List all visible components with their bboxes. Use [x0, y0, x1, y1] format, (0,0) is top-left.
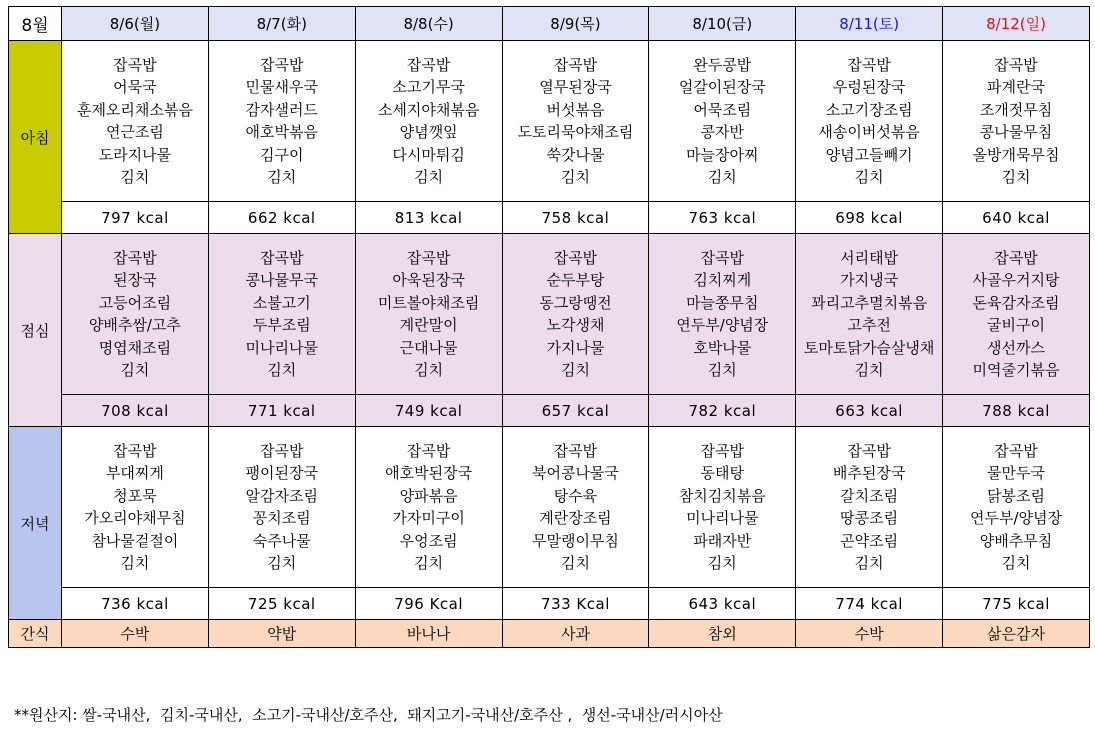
menu-item: 열무된장국 — [539, 78, 612, 96]
menu-item: 갈치조림 — [840, 486, 899, 505]
menu-item: 다시마튀김 — [392, 145, 465, 164]
menu-item: 소고기장조림 — [825, 100, 913, 119]
menu-item: 미역줄기볶음 — [972, 361, 1060, 379]
menu-item: 굴비구이 — [987, 316, 1046, 334]
menu-item: 훈제오리채소볶음 — [76, 100, 193, 119]
lunch-menu-sat — [796, 234, 943, 395]
menu-item: 무말랭이무침 — [531, 531, 619, 550]
menu-item: 동태탕 — [700, 464, 745, 482]
dinner-menu-thu — [502, 427, 649, 588]
menu-item: 민물새우국 — [245, 78, 318, 96]
menu-item: 아욱된장국 — [392, 271, 465, 289]
snack-fri: 참외 — [649, 620, 796, 648]
menu-item: 잡곡밥 — [406, 248, 451, 267]
menu-item: 계란말이 — [399, 316, 458, 334]
lunch-menu-fri — [649, 234, 796, 395]
menu-item: 동그랑땡전 — [539, 293, 612, 312]
breakfast-menu-sat — [796, 41, 943, 202]
dinner-kcal-wed: 796 Kcal — [355, 588, 502, 620]
origin-footnote: **원산지: 쌀-국내산, 김치-국내산, 소고기-국내산/호주산, 돼지고기-국내산/호주산 , 생선-국내산/러시아산 — [14, 706, 723, 724]
dinner-menu-sat — [796, 427, 943, 588]
header-row — [9, 7, 1090, 41]
breakfast-kcal-mon: 797 kcal — [62, 202, 209, 234]
menu-item: 청포묵 — [113, 486, 157, 505]
menu-item: 연두부/양념장 — [970, 509, 1063, 527]
menu-item: 마늘쫑무침 — [686, 293, 759, 312]
menu-item: 곤약조림 — [840, 531, 899, 550]
menu-item: 서리태밥 — [840, 248, 899, 267]
menu-item: 김치 — [560, 168, 590, 186]
menu-item: 꽁치조림 — [252, 509, 311, 527]
breakfast-food-row — [9, 41, 1090, 202]
menu-item: 호박나물 — [693, 338, 752, 357]
snack-row — [9, 620, 1090, 648]
menu-item: 소불고기 — [252, 293, 311, 312]
menu-item: 콩자반 — [700, 123, 745, 141]
menu-item: 김구이 — [260, 145, 304, 164]
menu-item: 김치 — [120, 361, 150, 379]
menu-item: 땅콩조림 — [840, 509, 899, 527]
month-label: 8월 — [9, 7, 62, 41]
lunch-kcal-fri: 782 kcal — [649, 395, 796, 427]
menu-item: 고추전 — [847, 316, 891, 334]
lunch-kcal-sun: 788 kcal — [943, 395, 1090, 427]
lunch-kcal-tue: 771 kcal — [208, 395, 355, 427]
menu-item: 가지냉국 — [840, 271, 899, 289]
dinner-menu-sun — [943, 427, 1090, 588]
dinner-kcal-mon: 736 kcal — [62, 588, 209, 620]
menu-item: 새송이버섯볶음 — [818, 123, 920, 141]
menu-item: 잡곡밥 — [994, 55, 1038, 74]
breakfast-kcal-fri: 763 kcal — [649, 202, 796, 234]
menu-item: 된장국 — [113, 271, 157, 289]
breakfast-menu-fri — [649, 41, 796, 202]
menu-item: 소세지야채볶음 — [377, 100, 480, 119]
menu-item: 김치 — [267, 361, 297, 379]
lunch-menu-mon — [62, 234, 209, 395]
lunch-menu-tue — [208, 234, 355, 395]
meal-table-body — [9, 7, 1090, 648]
menu-item: 잡곡밥 — [260, 55, 304, 74]
day-header-thu: 8/9(목) — [502, 7, 649, 41]
menu-item: 팽이된장국 — [245, 464, 318, 482]
day-header-wed: 8/8(수) — [355, 7, 502, 41]
menu-item: 탕수육 — [553, 486, 598, 505]
dinner-menu-wed — [355, 427, 502, 588]
menu-item: 잡곡밥 — [553, 55, 598, 74]
menu-item: 김치 — [560, 361, 590, 379]
menu-item: 토마토닭가슴살냉채 — [803, 338, 935, 357]
lunch-kcal-mon: 708 kcal — [62, 395, 209, 427]
menu-item: 연근조림 — [105, 123, 164, 141]
breakfast-kcal-thu: 758 kcal — [502, 202, 649, 234]
breakfast-kcal-sat: 698 kcal — [796, 202, 943, 234]
menu-item: 어묵조림 — [693, 100, 752, 119]
menu-item: 잡곡밥 — [113, 441, 157, 460]
day-header-fri: 8/10(금) — [649, 7, 796, 41]
menu-item: 꽈리고추멸치볶음 — [811, 293, 928, 312]
menu-item: 우렁된장국 — [832, 78, 906, 96]
lunch-menu-wed — [355, 234, 502, 395]
lunch-kcal-row — [9, 395, 1090, 427]
menu-item: 숙주나물 — [252, 531, 311, 550]
menu-item: 양념고들빼기 — [825, 145, 913, 164]
menu-item: 순두부탕 — [546, 271, 605, 289]
menu-item: 잡곡밥 — [260, 441, 304, 460]
day-header-sun: 8/12(일) — [943, 7, 1090, 41]
menu-item: 잡곡밥 — [406, 55, 451, 74]
menu-item: 양배추쌈/고추 — [88, 316, 181, 334]
menu-item: 콩나물무국 — [245, 271, 318, 289]
menu-item: 김치 — [707, 168, 737, 186]
snack-thu: 사과 — [502, 620, 649, 648]
menu-item: 근대나물 — [399, 338, 458, 357]
menu-item: 마늘장아찌 — [686, 145, 759, 164]
menu-item: 닭봉조림 — [987, 486, 1046, 505]
menu-item: 버섯볶음 — [546, 100, 605, 119]
weekly-meal-table — [8, 6, 1090, 648]
breakfast-label: 아침 — [9, 41, 62, 234]
lunch-kcal-wed: 749 kcal — [355, 395, 502, 427]
menu-item: 잡곡밥 — [700, 441, 745, 460]
snack-wed: 바나나 — [355, 620, 502, 648]
breakfast-kcal-row — [9, 202, 1090, 234]
menu-item: 노각생채 — [546, 316, 605, 334]
lunch-food-row — [9, 234, 1090, 395]
menu-item: 배추된장국 — [832, 464, 906, 482]
menu-item: 미나리나물 — [686, 509, 759, 527]
menu-item: 김치 — [267, 554, 297, 572]
menu-item: 김치 — [854, 361, 884, 379]
menu-item: 잡곡밥 — [406, 441, 451, 460]
menu-item: 우엉조림 — [399, 531, 458, 550]
menu-item: 파래자반 — [693, 531, 752, 550]
menu-item: 잡곡밥 — [553, 441, 598, 460]
menu-item: 김치 — [1001, 168, 1031, 186]
menu-item: 소고기무국 — [392, 78, 465, 96]
menu-item: 김치 — [854, 554, 884, 572]
lunch-menu-thu — [502, 234, 649, 395]
dinner-menu-tue — [208, 427, 355, 588]
menu-item: 연두부/양념장 — [676, 316, 769, 334]
menu-item: 잡곡밥 — [847, 55, 891, 74]
breakfast-menu-mon — [62, 41, 209, 202]
menu-item: 도토리묵야채조림 — [517, 123, 634, 141]
menu-item: 김치 — [560, 554, 590, 572]
snack-sun: 삶은감자 — [943, 620, 1090, 648]
dinner-label: 저녁 — [9, 427, 62, 620]
lunch-label: 점심 — [9, 234, 62, 427]
lunch-kcal-sat: 663 kcal — [796, 395, 943, 427]
menu-item: 애호박볶음 — [245, 123, 318, 141]
menu-item: 콩나물무침 — [979, 123, 1053, 141]
menu-item: 가지나물 — [546, 338, 605, 357]
menu-item: 완두콩밥 — [693, 55, 752, 74]
lunch-kcal-thu: 657 kcal — [502, 395, 649, 427]
menu-item: 김치 — [707, 554, 737, 572]
menu-item: 올방개묵무침 — [972, 145, 1060, 164]
breakfast-menu-wed — [355, 41, 502, 202]
menu-item: 김치 — [120, 168, 150, 186]
dinner-food-row — [9, 427, 1090, 588]
menu-item: 김치 — [414, 168, 444, 186]
menu-item: 잡곡밥 — [994, 248, 1038, 267]
dinner-kcal-row — [9, 588, 1090, 620]
snack-label: 간식 — [9, 620, 62, 648]
menu-item: 김치 — [120, 554, 150, 572]
menu-item: 얼갈이된장국 — [678, 78, 766, 96]
menu-item: 잡곡밥 — [260, 248, 304, 267]
dinner-kcal-sun: 775 kcal — [943, 588, 1090, 620]
lunch-menu-sun — [943, 234, 1090, 395]
menu-item: 김치 — [267, 168, 297, 186]
breakfast-menu-thu — [502, 41, 649, 202]
breakfast-menu-sun — [943, 41, 1090, 202]
menu-item: 북어콩나물국 — [531, 464, 619, 482]
menu-item: 잡곡밥 — [700, 248, 745, 267]
menu-item: 잡곡밥 — [113, 248, 157, 267]
menu-item: 생선까스 — [987, 338, 1046, 357]
snack-tue: 약밥 — [208, 620, 355, 648]
dinner-menu-fri — [649, 427, 796, 588]
snack-sat: 수박 — [796, 620, 943, 648]
menu-item: 잡곡밥 — [553, 248, 598, 267]
menu-item: 명엽채조림 — [98, 338, 172, 357]
menu-item: 애호박된장국 — [385, 464, 473, 482]
day-header-mon: 8/6(월) — [62, 7, 209, 41]
day-header-tue: 8/7(화) — [208, 7, 355, 41]
menu-item: 쑥갓나물 — [546, 145, 605, 164]
menu-item: 양파볶음 — [399, 486, 458, 505]
menu-item: 돈육감자조림 — [972, 293, 1060, 312]
breakfast-kcal-tue: 662 kcal — [208, 202, 355, 234]
dinner-kcal-tue: 725 kcal — [208, 588, 355, 620]
day-header-sat: 8/11(토) — [796, 7, 943, 41]
dinner-menu-mon — [62, 427, 209, 588]
menu-item: 김치 — [414, 554, 444, 572]
menu-item: 양념깻잎 — [399, 123, 458, 141]
menu-item: 파계란국 — [987, 78, 1046, 96]
breakfast-menu-tue — [208, 41, 355, 202]
menu-item: 양배추무침 — [979, 531, 1053, 550]
breakfast-kcal-sun: 640 kcal — [943, 202, 1090, 234]
menu-item: 김치 — [854, 168, 884, 186]
menu-item: 김치 — [1001, 554, 1031, 572]
breakfast-kcal-wed: 813 kcal — [355, 202, 502, 234]
menu-item: 고등어조림 — [98, 293, 172, 312]
menu-item: 알감자조림 — [245, 486, 318, 505]
dinner-kcal-sat: 774 kcal — [796, 588, 943, 620]
menu-item: 미나리나물 — [245, 338, 318, 357]
menu-item: 잡곡밥 — [113, 55, 157, 74]
menu-item: 사골우거지탕 — [972, 271, 1060, 289]
snack-mon: 수박 — [62, 620, 209, 648]
menu-item: 부대찌게 — [105, 464, 164, 482]
menu-item: 감자샐러드 — [245, 100, 318, 119]
menu-item: 계란장조림 — [539, 509, 612, 527]
menu-item: 두부조림 — [252, 316, 311, 334]
menu-item: 김치 — [414, 361, 444, 379]
menu-item: 미트볼야채조림 — [377, 293, 480, 312]
dinner-kcal-thu: 733 Kcal — [502, 588, 649, 620]
dinner-kcal-fri: 643 kcal — [649, 588, 796, 620]
menu-item: 잡곡밥 — [847, 441, 891, 460]
menu-item: 조개젓무침 — [979, 100, 1053, 119]
menu-item: 참나물겉절이 — [91, 531, 179, 550]
menu-item: 어묵국 — [113, 78, 157, 96]
menu-item: 가오리야채무침 — [84, 509, 186, 527]
menu-item: 물만두국 — [987, 464, 1046, 482]
menu-item: 김치찌게 — [693, 271, 752, 289]
menu-item: 참치김치볶음 — [678, 486, 766, 505]
menu-item: 잡곡밥 — [994, 441, 1038, 460]
menu-item: 가자미구이 — [392, 509, 465, 527]
menu-item: 김치 — [707, 361, 737, 379]
menu-item: 도라지나물 — [98, 145, 172, 164]
